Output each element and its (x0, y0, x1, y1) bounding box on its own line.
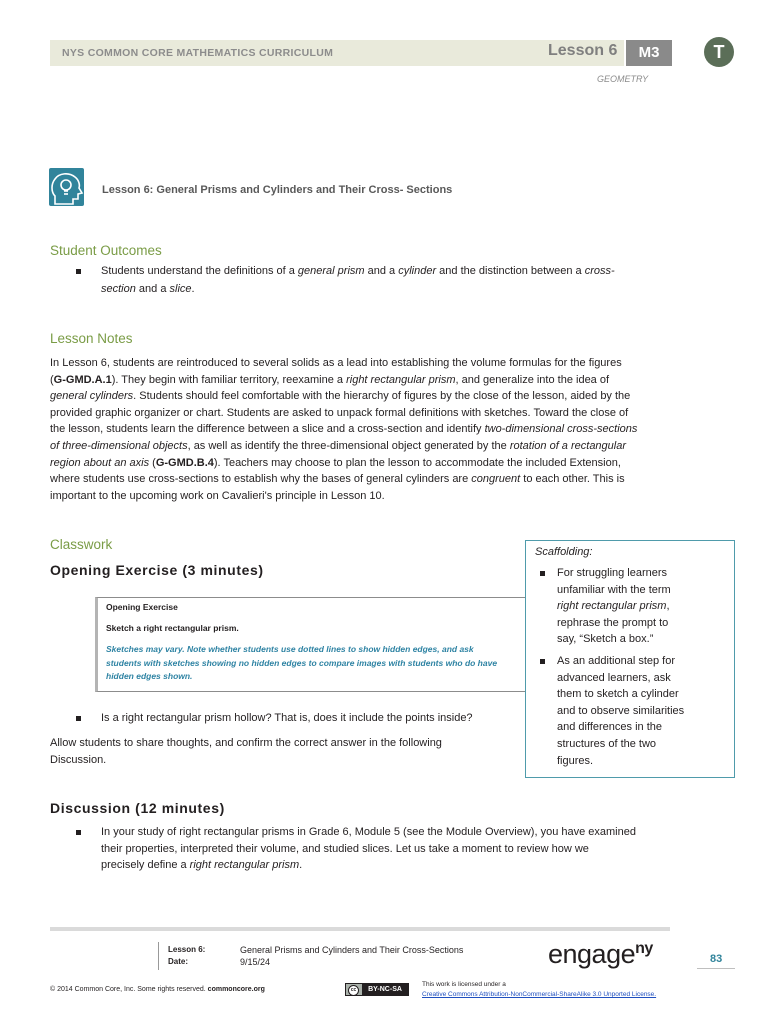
header-module: M3 (626, 40, 672, 66)
page-number-rule (697, 968, 735, 969)
exercise-box-prompt: Sketch a right rectangular prism. (106, 623, 239, 633)
engageny-logo: engage$^{ny}$ (548, 939, 653, 969)
curriculum-title: NYS COMMON CORE MATHEMATICS CURRICULUM (62, 47, 334, 59)
student-outcomes-heading: Student Outcomes (50, 243, 162, 258)
bullet-square-icon (76, 269, 81, 274)
bullet-square-icon (540, 571, 545, 576)
cc-license-icon[interactable]: cc BY-NC-SA (345, 983, 409, 996)
classwork-after-text: Allow students to share thoughts, and confirm the correct answer in the following Discussion. (50, 737, 442, 766)
bullet-square-icon (76, 716, 81, 721)
page-number: 83 (710, 953, 723, 965)
discussion-heading: Discussion (12 minutes) (50, 800, 225, 816)
copyright: © 2014 Common Core, Inc. Some rights reserved. commoncore.org (50, 986, 265, 993)
license-text: This work is licensed under a Creative Commons Attribution-NonCommercial-ShareAlike 3.0 Unported License. (422, 981, 657, 998)
opening-exercise-heading: Opening Exercise (3 minutes) (50, 562, 264, 578)
classwork-heading: Classwork (50, 537, 113, 552)
footer-divider (50, 927, 670, 931)
opening-exercise-box (95, 597, 528, 692)
lesson-notes-heading: Lesson Notes (50, 331, 133, 346)
exercise-box-title: Opening Exercise (106, 602, 178, 612)
scaffolding-bullet-2: As an additional step for advanced learners, ask them to sketch a cylinder and to observe similarities and differences in the structures of the two figures. (557, 655, 685, 767)
exercise-box-answer: Sketches may vary. Note whether students use dotted lines to show hidden edges, and ask students with sketches showing no hidden edges to compare images with students who do have hidden edges shown. (106, 644, 498, 681)
bullet-square-icon (540, 659, 545, 664)
scaffolding-bullet-1: For struggling learners unfamiliar with the term right rectangular prism, rephrase the prompt to say, “Sketch a box.” (557, 567, 671, 646)
teacher-badge: T (704, 37, 734, 67)
footer-values: General Prisms and Cylinders and Their Cross-Sections 9/15/24 (240, 945, 464, 967)
outcome-line-2: section and a slice. (101, 283, 195, 295)
lesson-notes-paragraph: In Lesson 6, students are reintroduced to several solids as a lead into establishing the volume formulas for the figures (G-GMD.A.1). They begin with familiar territory, reexamine a right rectangular prism, and generalize into the idea of general cylinders. Students should feel comfortable with the hierarchy of figures by the close of the lesson, aided by the provided graphic organizer or chart. Students are asked to unpack formal definitions with sketches. Toward the close of the lesson, students learn the difference between a slice and a cross-section and identify two-dimensional cross-sections of three-dimensional objects, as well as identify the three-dimensional object generated by the rotation of a rectangular region about an axis (G-GMD.B.4). Teachers may choose to plan the lesson to accommodate the included Extension, where students use cross-sections to establish why the bases of general cylinders are congruent to each other. This is important to the upcoming work on Cavalieri's principle in Lesson 10. (50, 357, 638, 502)
header-subject: GEOMETRY (597, 74, 649, 84)
classwork-bullet: Is a right rectangular prism hollow? That is, does it include the points inside? (101, 712, 473, 724)
license-link[interactable]: Creative Commons Attribution-NonCommercial-ShareAlike 3.0 Unported License. (422, 991, 657, 998)
scaffolding-box (525, 540, 735, 778)
header-lesson: Lesson 6 (548, 42, 618, 59)
scaffolding-title: Scaffolding: (535, 546, 593, 558)
lesson-title: Lesson 6: General Prisms and Cylinders and Their Cross- Sections (102, 184, 453, 196)
discussion-bullet: In your study of right rectangular prisms in Grade 6, Module 5 (see the Module Overview), you have examined their properties, interpreted their volume, and studied slices. Let us take a moment to review how we precisely define a right rectangular prism. (101, 826, 636, 872)
footer-rule (158, 942, 159, 970)
lightbulb-head-icon (49, 168, 84, 206)
footer-labels: Lesson 6: Date: (168, 945, 206, 966)
bullet-square-icon (76, 830, 81, 835)
outcome-line-1: Students understand the definitions of a general prism and a cylinder and the distinction between a cross- (101, 265, 615, 277)
